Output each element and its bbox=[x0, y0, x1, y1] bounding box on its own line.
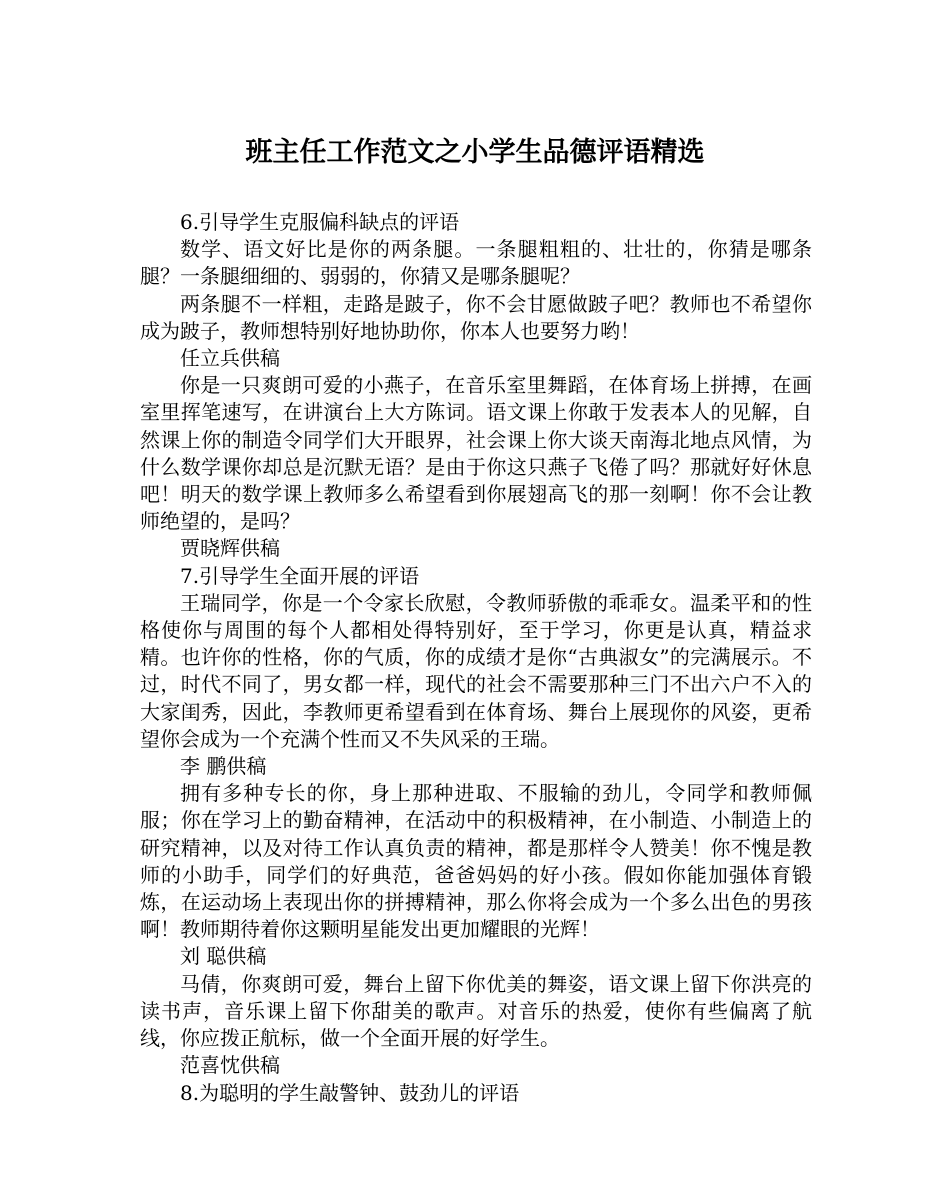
section-heading: 8.为聪明的学生敲警钟、鼓劲儿的评语 bbox=[180, 1080, 520, 1105]
paragraph: 数学、语文好比是你的两条腿。一条腿粗粗的、壮壮的，你猜是哪条腿？一条腿细细的、弱弱的，你猜又是哪条腿呢？ bbox=[140, 237, 812, 289]
document-title: 班主任工作范文之小学生品德评语精选 bbox=[245, 137, 705, 168]
paragraph: 你是一只爽朗可爱的小燕子，在音乐室里舞蹈，在体育场上拼搏，在画室里挥笔速写，在讲演台上大方陈词。语文课上你敢于发表本人的见解，自然课上你的制造令同学们大开眼界，社会课上你大谈天南海北地点风情，为什么数学课你却总是沉默无语？是由于你这只燕子飞倦了吗？那就好好休息吧！明天的数学课上教师多么希望看到你展翅高飞的那一刻啊！你不会让教师绝望的，是吗？ bbox=[140, 373, 812, 534]
paragraph: 王瑞同学，你是一个令家长欣慰，令教师骄傲的乖乖女。温柔平和的性格使你与周围的每个人都相处得特别好，至于学习，你更是认真，精益求精。也许你的性格，你的气质，你的成绩才是你“古典淑女”的完满展示。不过，时代不同了，男女都一样，现代的社会不需要那种三门不出六户不入的大家闺秀，因此，李教师更希望看到在体育场、舞台上展现你的风姿，更希望你会成为一个充满个性而又不失风采的王瑞。 bbox=[140, 590, 812, 751]
contributor-credit: 范喜忱供稿 bbox=[180, 1053, 280, 1078]
contributor-credit: 李 鹏供稿 bbox=[180, 754, 267, 779]
section-heading: 7.引导学生全面开展的评语 bbox=[180, 563, 420, 588]
section-heading: 6.引导学生克服偏科缺点的评语 bbox=[180, 210, 460, 234]
contributor-credit: 任立兵供稿 bbox=[180, 346, 280, 371]
contributor-credit: 刘 聪供稿 bbox=[180, 944, 267, 969]
paragraph: 两条腿不一样粗，走路是跛子，你不会甘愿做跛子吧？教师也不希望你成为跛子，教师想特别好地协助你，你本人也要努力哟！ bbox=[140, 291, 812, 343]
paragraph: 拥有多种专长的你，身上那种进取、不服输的劲儿，令同学和教师佩服；你在学习上的勤奋精神，在活动中的积极精神，在小制造、小制造上的研究精神，以及对待工作认真负责的精神，都是那样令人赞美！你不愧是教师的小助手，同学们的好典范，爸爸妈妈的好小孩。假如你能加强体育锻炼，在运动场上表现出你的拼搏精神，那么你将会成为一个多么出色的男孩啊！教师期待着你这颗明星能发出更加耀眼的光辉！ bbox=[140, 781, 812, 942]
paragraph: 马倩，你爽朗可爱，舞台上留下你优美的舞姿，语文课上留下你洪亮的读书声，音乐课上留下你甜美的歌声。对音乐的热爱，使你有些偏离了航线，你应拨正航标，做一个全面开展的好学生。 bbox=[140, 971, 812, 1051]
document-body bbox=[140, 209, 812, 1107]
contributor-credit: 贾晓辉供稿 bbox=[180, 536, 280, 561]
